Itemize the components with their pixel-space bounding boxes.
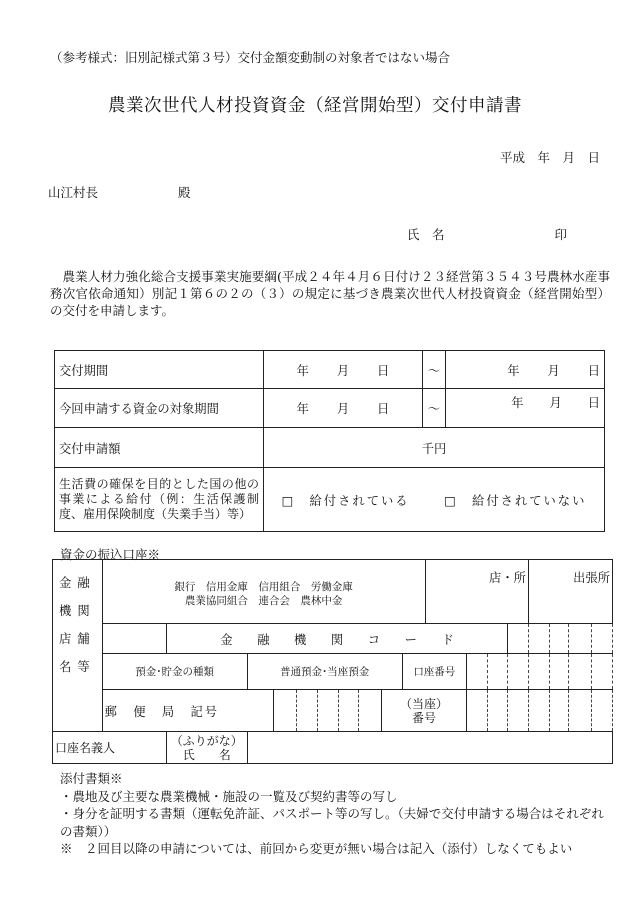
period-label: 交付期間: [55, 351, 264, 389]
account-holder-label: 口座名義人: [53, 732, 167, 764]
date-line: 平成 年 月 日: [499, 150, 600, 165]
deposit-types[interactable]: 普通預金･当座預金: [247, 654, 402, 690]
furigana-label: （ふりがな）: [170, 733, 243, 748]
bank-section-title: 資金の振込口座※: [60, 547, 161, 562]
addressee-name: 山江村長: [48, 185, 99, 200]
target-period-label: 今回申請する資金の対象期間: [55, 389, 264, 428]
amount-label: 交付申請額: [55, 428, 264, 468]
attachment-note: ※ ２回目以降の申請については、前回から変更が無い場合は記入（添付）しなくてもよい: [60, 841, 573, 856]
institution-types: [102, 560, 425, 624]
seal-label: 印: [554, 227, 568, 242]
period-start[interactable]: 年 月 日: [264, 351, 423, 389]
application-statement: 農業人材力強化総合支援事業実施要綱(平成２４年４月６日付け２３経営第３５４３号農林水産事務次官依命通知）別記１第６の２の（３）の規定に基づき農業次世代人材投資資金（経営開始型）の交付を申請します。: [50, 269, 610, 318]
bank-table: [52, 559, 613, 764]
honorific: 殿: [178, 185, 191, 200]
attachment-item-1: ・農地及び主要な農業機械・施設の一覧及び契約書等の写し: [60, 788, 398, 804]
period-end[interactable]: 年 月 日: [446, 351, 605, 389]
addressee: [48, 183, 191, 201]
tilde: ～: [423, 389, 446, 428]
types-line2: 農業協同組合 連合会 農林中金: [184, 595, 343, 607]
sub-branch[interactable]: 出張所: [528, 560, 612, 624]
account-holder-value[interactable]: [247, 732, 612, 764]
applicant-name: [407, 225, 567, 243]
branch[interactable]: 店・所: [425, 560, 528, 624]
checkbox-received[interactable]: □ 給付されている: [281, 493, 410, 508]
account-number-label: 口座番号: [402, 654, 466, 690]
amount-value[interactable]: 千円: [264, 428, 605, 468]
attachments: [60, 770, 610, 858]
attachment-item-2: ・身分を証明する書類（運転免許証、パスポート等の写し。（夫婦で交付申請する場合はそれぞれの書類））: [60, 806, 604, 839]
reference-format: （参考様式：旧別記様式第３号）交付金額変動制の対象者ではない場合: [50, 50, 451, 65]
page-title: 農業次世代人材投資資金（経営開始型）交付申請書: [108, 96, 522, 116]
benefit-options: [264, 468, 605, 532]
benefit-label: 生活費の確保を目的とした国の他の事業による給付（例：生活保護制度、雇用保険制度（失業手当）等）: [55, 468, 264, 532]
number-label: 番号: [411, 710, 436, 725]
institution-label: 金融機関店舗名等: [53, 560, 103, 690]
name-label: 氏 名: [407, 227, 445, 242]
tilde: ～: [423, 351, 446, 389]
code-label: 金 融 機 関 コ ー ド: [166, 624, 507, 654]
grant-table: [54, 350, 605, 532]
attachments-title: 添付書類※: [60, 771, 123, 786]
furigana-name-label: [166, 732, 247, 764]
deposit-type-label: 預金･貯金の種類: [102, 654, 247, 690]
target-end[interactable]: 年 月 日: [446, 389, 605, 428]
current-label: （当座）: [399, 696, 448, 711]
holder-name-label: 氏 名: [182, 747, 231, 762]
target-start[interactable]: 年 月 日: [264, 389, 423, 428]
checkbox-not-received[interactable]: □ 給付されていない: [444, 493, 587, 508]
types-line1: 銀行 信用金庫 信用組合 労働金庫: [174, 581, 353, 593]
current-account-number-label: [382, 690, 467, 732]
postal-symbol-label: 郵 便 局 記号: [102, 690, 274, 732]
